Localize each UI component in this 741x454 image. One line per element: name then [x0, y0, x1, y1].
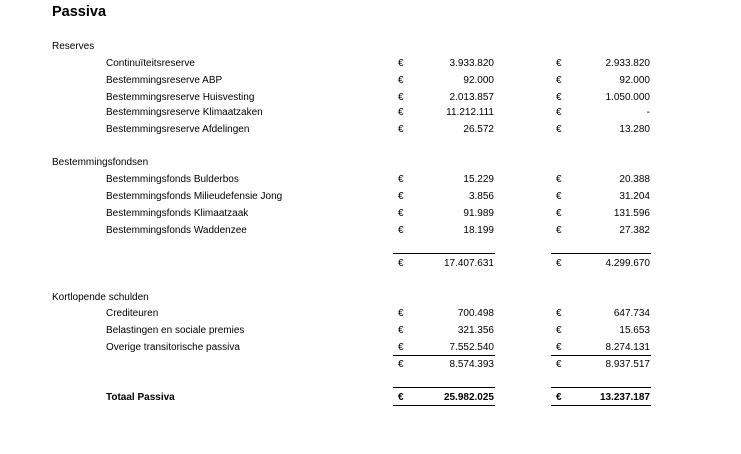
value-previous: 2.933.820 — [605, 58, 650, 69]
total-rule — [393, 387, 495, 388]
currency-symbol: € — [556, 58, 562, 69]
value-current: 92.000 — [463, 75, 494, 86]
subtotal-rule — [551, 355, 651, 356]
row-label: Belastingen en sociale premies — [106, 325, 245, 336]
currency-symbol: € — [398, 124, 404, 135]
row-label: Bestemmingsfonds Bulderbos — [106, 174, 239, 185]
row-label: Continuïteitsreserve — [106, 58, 195, 69]
value-previous: 20.388 — [619, 174, 650, 185]
subtotal-current: 17.407.631 — [443, 258, 494, 269]
subtotal-rule — [393, 355, 495, 356]
table-row — [0, 174, 741, 188]
row-label: Bestemmingsreserve Huisvesting — [106, 92, 255, 103]
row-label: Overige transitorische passiva — [106, 342, 240, 353]
currency-symbol: € — [556, 225, 562, 236]
row-label: Bestemmingsfonds Klimaatzaak — [106, 208, 249, 219]
subtotal-row — [0, 359, 741, 373]
subtotal-rule — [393, 253, 495, 254]
table-row — [0, 58, 741, 72]
currency-symbol: € — [556, 191, 562, 202]
value-current: 26.572 — [463, 124, 494, 135]
row-label: Bestemmingsreserve Afdelingen — [106, 124, 250, 135]
value-previous: 131.596 — [613, 208, 650, 219]
section-heading-schulden: Kortlopende schulden — [52, 292, 149, 303]
table-row — [0, 208, 741, 222]
currency-symbol: € — [398, 191, 404, 202]
value-previous: 15.653 — [619, 325, 650, 336]
currency-symbol: € — [556, 174, 562, 185]
value-current: 7.552.540 — [449, 342, 494, 353]
row-label: Bestemmingsfonds Milieudefensie Jong — [106, 191, 283, 202]
total-previous: 13.237.187 — [599, 392, 650, 403]
total-label: Totaal Passiva — [106, 392, 175, 403]
currency-symbol: € — [556, 308, 562, 319]
value-previous: 27.382 — [619, 225, 650, 236]
table-row — [0, 325, 741, 339]
currency-symbol: € — [556, 325, 562, 336]
value-current: 700.498 — [457, 308, 494, 319]
currency-symbol: € — [398, 208, 404, 219]
currency-symbol: € — [398, 325, 404, 336]
total-underline — [393, 405, 495, 406]
subtotal-previous: 8.937.517 — [605, 359, 650, 370]
section-heading-fondsen: Bestemmingsfondsen — [52, 157, 149, 168]
subtotal-current: 8.574.393 — [449, 359, 494, 370]
value-current: 3.856 — [468, 191, 494, 202]
currency-symbol: € — [556, 107, 562, 118]
table-row — [0, 75, 741, 89]
currency-symbol: € — [556, 75, 562, 86]
value-previous: 13.280 — [619, 124, 650, 135]
total-underline — [551, 405, 651, 406]
currency-symbol: € — [556, 392, 562, 403]
value-current: 15.229 — [463, 174, 494, 185]
total-current: 25.982.025 — [443, 392, 494, 403]
value-current: 3.933.820 — [449, 58, 494, 69]
table-row — [0, 107, 741, 121]
row-label: Bestemmingsfonds Waddenzee — [106, 225, 247, 236]
currency-symbol: € — [398, 107, 404, 118]
value-previous: 1.050.000 — [605, 92, 650, 103]
subtotal-row — [0, 258, 741, 272]
value-previous: - — [646, 107, 650, 118]
currency-symbol: € — [398, 342, 404, 353]
total-rule — [551, 387, 651, 388]
table-row — [0, 308, 741, 322]
currency-symbol: € — [556, 359, 562, 370]
value-previous: 31.204 — [619, 191, 650, 202]
table-row — [0, 124, 741, 138]
currency-symbol: € — [398, 392, 404, 403]
value-previous: 647.734 — [613, 308, 650, 319]
subtotal-previous: 4.299.670 — [605, 258, 650, 269]
table-row — [0, 92, 741, 106]
currency-symbol: € — [398, 308, 404, 319]
currency-symbol: € — [556, 258, 562, 269]
currency-symbol: € — [398, 174, 404, 185]
value-current: 18.199 — [463, 225, 494, 236]
currency-symbol: € — [556, 92, 562, 103]
table-row — [0, 342, 741, 356]
section-heading-reserves: Reserves — [52, 41, 95, 52]
value-previous: 8.274.131 — [605, 342, 650, 353]
table-row — [0, 191, 741, 205]
value-current: 2.013.857 — [449, 92, 494, 103]
page-title: Passiva — [52, 4, 107, 20]
currency-symbol: € — [398, 92, 404, 103]
subtotal-rule — [551, 253, 651, 254]
currency-symbol: € — [398, 58, 404, 69]
value-current: 321.356 — [457, 325, 494, 336]
currency-symbol: € — [398, 75, 404, 86]
row-label: Bestemmingsreserve ABP — [106, 75, 223, 86]
currency-symbol: € — [556, 342, 562, 353]
row-label: Crediteuren — [106, 308, 159, 319]
value-current: 91.989 — [463, 208, 494, 219]
row-label: Bestemmingsreserve Klimaatzaken — [106, 107, 263, 118]
total-row — [0, 392, 741, 406]
currency-symbol: € — [556, 124, 562, 135]
currency-symbol: € — [398, 258, 404, 269]
currency-symbol: € — [398, 225, 404, 236]
value-current: 11.212.111 — [446, 107, 494, 118]
currency-symbol: € — [398, 359, 404, 370]
table-row — [0, 225, 741, 239]
value-previous: 92.000 — [619, 75, 650, 86]
currency-symbol: € — [556, 208, 562, 219]
